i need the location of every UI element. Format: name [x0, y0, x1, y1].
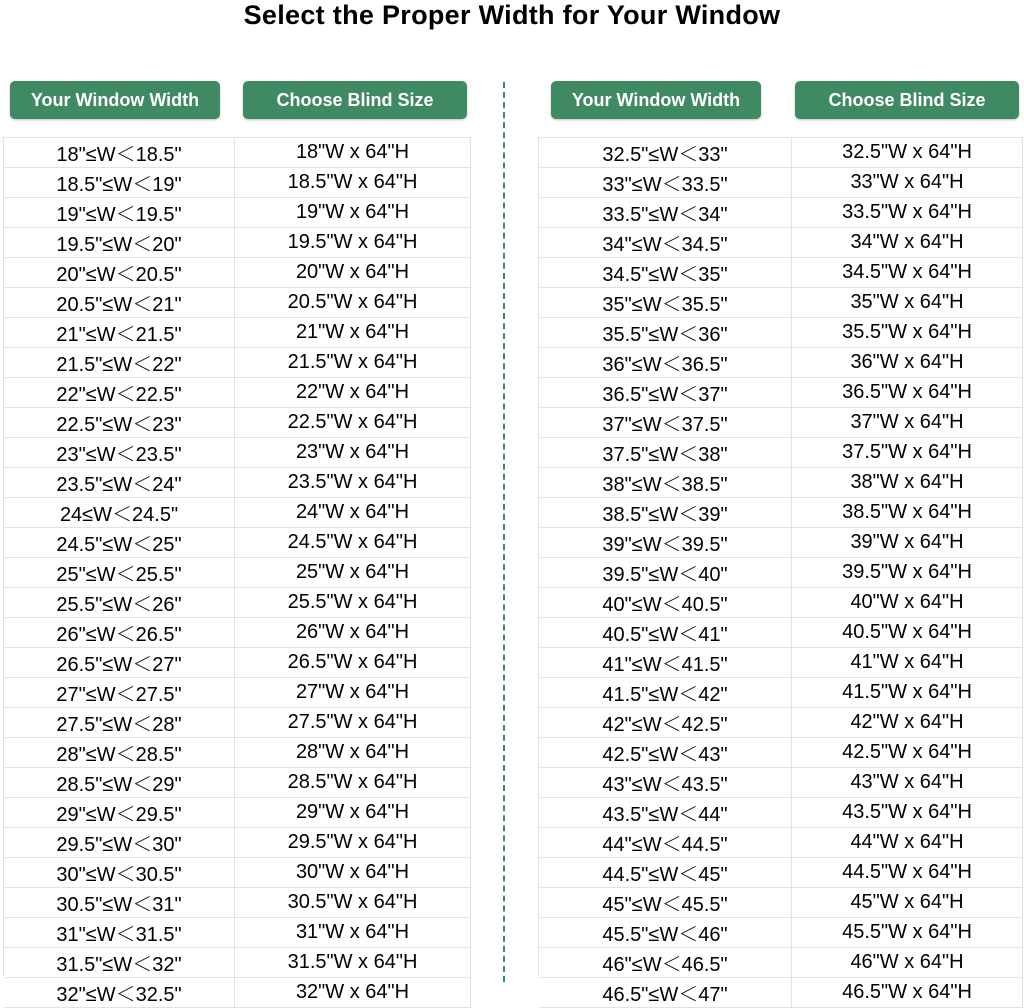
- table-row: [539, 288, 1023, 318]
- window-width-range: 35"≤W＜35.5": [539, 288, 792, 318]
- blind-size: 18"W x 64"H: [235, 138, 471, 168]
- blind-size: 28"W x 64"H: [235, 738, 471, 768]
- blind-size: 38"W x 64"H: [792, 468, 1023, 498]
- header-blind-size: Choose Blind Size: [243, 81, 467, 119]
- window-width-range: 27.5"≤W＜28": [4, 708, 235, 738]
- header-window-width: Your Window Width: [551, 81, 761, 119]
- table-row: [4, 768, 471, 798]
- blind-size: 44"W x 64"H: [792, 828, 1023, 858]
- blind-size: 39.5"W x 64"H: [792, 558, 1023, 588]
- window-width-range: 21.5"≤W＜22": [4, 348, 235, 378]
- window-width-range: 33"≤W＜33.5": [539, 168, 792, 198]
- blind-size: 42.5"W x 64"H: [792, 738, 1023, 768]
- blind-size: 27.5"W x 64"H: [235, 708, 471, 738]
- blind-size: 22.5"W x 64"H: [235, 408, 471, 438]
- table-row: [4, 678, 471, 708]
- blind-size: 44.5"W x 64"H: [792, 858, 1023, 888]
- table-row: [539, 318, 1023, 348]
- blind-size: 46.5"W x 64"H: [792, 978, 1023, 1008]
- window-width-range: 20"≤W＜20.5": [4, 258, 235, 288]
- window-width-range: 20.5"≤W＜21": [4, 288, 235, 318]
- table-row: [4, 588, 471, 618]
- window-width-range: 40"≤W＜40.5": [539, 588, 792, 618]
- table-row: [539, 558, 1023, 588]
- blind-size: 33.5"W x 64"H: [792, 198, 1023, 228]
- blind-size: 45"W x 64"H: [792, 888, 1023, 918]
- window-width-range: 25"≤W＜25.5": [4, 558, 235, 588]
- table-row: [539, 468, 1023, 498]
- blind-size: 33"W x 64"H: [792, 168, 1023, 198]
- blind-size: 30"W x 64"H: [235, 858, 471, 888]
- window-width-range: 26.5"≤W＜27": [4, 648, 235, 678]
- blind-size: 43.5"W x 64"H: [792, 798, 1023, 828]
- window-width-range: 29"≤W＜29.5": [4, 798, 235, 828]
- blind-size: 30.5"W x 64"H: [235, 888, 471, 918]
- window-width-range: 29.5"≤W＜30": [4, 828, 235, 858]
- window-width-range: 43.5"≤W＜44": [539, 798, 792, 828]
- table-row: [4, 648, 471, 678]
- table-row: [4, 738, 471, 768]
- blind-size: 24.5"W x 64"H: [235, 528, 471, 558]
- window-width-range: 33.5"≤W＜34": [539, 198, 792, 228]
- table-row: [4, 528, 471, 558]
- window-width-range: 34"≤W＜34.5": [539, 228, 792, 258]
- table-row: [539, 138, 1023, 168]
- blind-size: 21"W x 64"H: [235, 318, 471, 348]
- table-row: [4, 168, 471, 198]
- blind-size: 34.5"W x 64"H: [792, 258, 1023, 288]
- blind-size: 26"W x 64"H: [235, 618, 471, 648]
- table-row: [4, 198, 471, 228]
- table-row: [4, 228, 471, 258]
- blind-size: 26.5"W x 64"H: [235, 648, 471, 678]
- table-row: [539, 798, 1023, 828]
- table-row: [4, 258, 471, 288]
- table-row: [539, 828, 1023, 858]
- size-grid-left: [3, 137, 471, 1006]
- blind-size: 32"W x 64"H: [235, 978, 471, 1008]
- table-row: [539, 738, 1023, 768]
- header-blind-size: Choose Blind Size: [795, 81, 1019, 119]
- blind-size: 19"W x 64"H: [235, 198, 471, 228]
- table-row: [539, 918, 1023, 948]
- blind-size: 21.5"W x 64"H: [235, 348, 471, 378]
- blind-size: 43"W x 64"H: [792, 768, 1023, 798]
- blind-size: 23"W x 64"H: [235, 438, 471, 468]
- blind-size: 35"W x 64"H: [792, 288, 1023, 318]
- window-width-range: 19.5"≤W＜20": [4, 228, 235, 258]
- table-row: [4, 138, 471, 168]
- table-row: [539, 888, 1023, 918]
- blind-size: 45.5"W x 64"H: [792, 918, 1023, 948]
- blind-size: 29.5"W x 64"H: [235, 828, 471, 858]
- blind-size: 37"W x 64"H: [792, 408, 1023, 438]
- header-window-width: Your Window Width: [10, 81, 220, 119]
- window-width-range: 27"≤W＜27.5": [4, 678, 235, 708]
- table-row: [4, 438, 471, 468]
- table-row: [4, 828, 471, 858]
- window-width-range: 41"≤W＜41.5": [539, 648, 792, 678]
- window-width-range: 46.5"≤W＜47": [539, 978, 792, 1008]
- blind-size: 42"W x 64"H: [792, 708, 1023, 738]
- window-width-range: 31"≤W＜31.5": [4, 918, 235, 948]
- window-width-range: 38"≤W＜38.5": [539, 468, 792, 498]
- table-row: [4, 708, 471, 738]
- page-title: Select the Proper Width for Your Window: [243, 0, 781, 30]
- window-width-range: 22.5"≤W＜23": [4, 408, 235, 438]
- table-row: [4, 558, 471, 588]
- table-row: [4, 318, 471, 348]
- blind-size: 23.5"W x 64"H: [235, 468, 471, 498]
- window-width-range: 43"≤W＜43.5": [539, 768, 792, 798]
- window-width-range: 42"≤W＜42.5": [539, 708, 792, 738]
- table-row: [539, 408, 1023, 438]
- blind-size: 40.5"W x 64"H: [792, 618, 1023, 648]
- table-row: [539, 228, 1023, 258]
- table-row: [4, 948, 471, 978]
- table-row: [4, 348, 471, 378]
- blind-size: 36"W x 64"H: [792, 348, 1023, 378]
- window-width-range: 39.5"≤W＜40": [539, 558, 792, 588]
- blind-size: 29"W x 64"H: [235, 798, 471, 828]
- blind-size: 25"W x 64"H: [235, 558, 471, 588]
- blind-size: 19.5"W x 64"H: [235, 228, 471, 258]
- window-width-range: 23.5"≤W＜24": [4, 468, 235, 498]
- blind-size: 46"W x 64"H: [792, 948, 1023, 978]
- window-width-range: 36"≤W＜36.5": [539, 348, 792, 378]
- window-width-range: 45"≤W＜45.5": [539, 888, 792, 918]
- blind-size: 38.5"W x 64"H: [792, 498, 1023, 528]
- blind-size: 41.5"W x 64"H: [792, 678, 1023, 708]
- window-width-range: 41.5"≤W＜42": [539, 678, 792, 708]
- blind-size: 39"W x 64"H: [792, 528, 1023, 558]
- window-width-range: 26"≤W＜26.5": [4, 618, 235, 648]
- blind-size: 18.5"W x 64"H: [235, 168, 471, 198]
- blind-size: 22"W x 64"H: [235, 378, 471, 408]
- blind-size: 25.5"W x 64"H: [235, 588, 471, 618]
- blind-size: 27"W x 64"H: [235, 678, 471, 708]
- table-row: [4, 858, 471, 888]
- table-row: [539, 378, 1023, 408]
- window-width-range: 25.5"≤W＜26": [4, 588, 235, 618]
- table-row: [4, 288, 471, 318]
- table-row: [539, 618, 1023, 648]
- window-width-range: 18"≤W＜18.5": [4, 138, 235, 168]
- table-row: [4, 798, 471, 828]
- window-width-range: 45.5"≤W＜46": [539, 918, 792, 948]
- table-row: [539, 168, 1023, 198]
- blind-size: 34"W x 64"H: [792, 228, 1023, 258]
- table-row: [539, 198, 1023, 228]
- table-row: [4, 408, 471, 438]
- window-width-range: 44"≤W＜44.5": [539, 828, 792, 858]
- blind-size: 36.5"W x 64"H: [792, 378, 1023, 408]
- window-width-range: 46"≤W＜46.5": [539, 948, 792, 978]
- window-width-range: 31.5"≤W＜32": [4, 948, 235, 978]
- window-width-range: 18.5"≤W＜19": [4, 168, 235, 198]
- table-row: [539, 348, 1023, 378]
- blind-size: 31"W x 64"H: [235, 918, 471, 948]
- table-row: [539, 858, 1023, 888]
- window-width-range: 34.5"≤W＜35": [539, 258, 792, 288]
- section-divider: [503, 82, 505, 982]
- table-row: [4, 618, 471, 648]
- window-width-range: 44.5"≤W＜45": [539, 858, 792, 888]
- table-row: [539, 948, 1023, 978]
- table-row: [4, 468, 471, 498]
- window-width-range: 42.5"≤W＜43": [539, 738, 792, 768]
- blind-size: 31.5"W x 64"H: [235, 948, 471, 978]
- blind-size: 24"W x 64"H: [235, 498, 471, 528]
- blind-size: 35.5"W x 64"H: [792, 318, 1023, 348]
- table-row: [4, 888, 471, 918]
- table-row: [539, 708, 1023, 738]
- table-row: [539, 588, 1023, 618]
- blind-size: 40"W x 64"H: [792, 588, 1023, 618]
- table-row: [539, 528, 1023, 558]
- blind-size: 20.5"W x 64"H: [235, 288, 471, 318]
- window-width-range: 35.5"≤W＜36": [539, 318, 792, 348]
- window-width-range: 32.5"≤W＜33": [539, 138, 792, 168]
- window-width-range: 28.5"≤W＜29": [4, 768, 235, 798]
- window-width-range: 24≤W＜24.5": [4, 498, 235, 528]
- table-row: [539, 678, 1023, 708]
- window-width-range: 23"≤W＜23.5": [4, 438, 235, 468]
- window-width-range: 39"≤W＜39.5": [539, 528, 792, 558]
- window-width-range: 37.5"≤W＜38": [539, 438, 792, 468]
- window-width-range: 38.5"≤W＜39": [539, 498, 792, 528]
- blind-size: 20"W x 64"H: [235, 258, 471, 288]
- window-width-range: 22"≤W＜22.5": [4, 378, 235, 408]
- window-width-range: 21"≤W＜21.5": [4, 318, 235, 348]
- table-row: [4, 498, 471, 528]
- window-width-range: 36.5"≤W＜37": [539, 378, 792, 408]
- window-width-range: 40.5"≤W＜41": [539, 618, 792, 648]
- blind-size: 32.5"W x 64"H: [792, 138, 1023, 168]
- window-width-range: 37"≤W＜37.5": [539, 408, 792, 438]
- blind-size: 28.5"W x 64"H: [235, 768, 471, 798]
- table-row: [539, 768, 1023, 798]
- table-row: [4, 918, 471, 948]
- table-row: [539, 258, 1023, 288]
- table-row: [539, 438, 1023, 468]
- window-width-range: 32"≤W＜32.5": [4, 978, 235, 1008]
- window-width-range: 19"≤W＜19.5": [4, 198, 235, 228]
- window-width-range: 30"≤W＜30.5": [4, 858, 235, 888]
- window-width-range: 30.5"≤W＜31": [4, 888, 235, 918]
- blind-size: 41"W x 64"H: [792, 648, 1023, 678]
- window-width-range: 24.5"≤W＜25": [4, 528, 235, 558]
- blind-size: 37.5"W x 64"H: [792, 438, 1023, 468]
- table-row: [539, 648, 1023, 678]
- table-row: [4, 378, 471, 408]
- window-width-range: 28"≤W＜28.5": [4, 738, 235, 768]
- size-grid-right: [538, 137, 1023, 1006]
- table-row: [539, 498, 1023, 528]
